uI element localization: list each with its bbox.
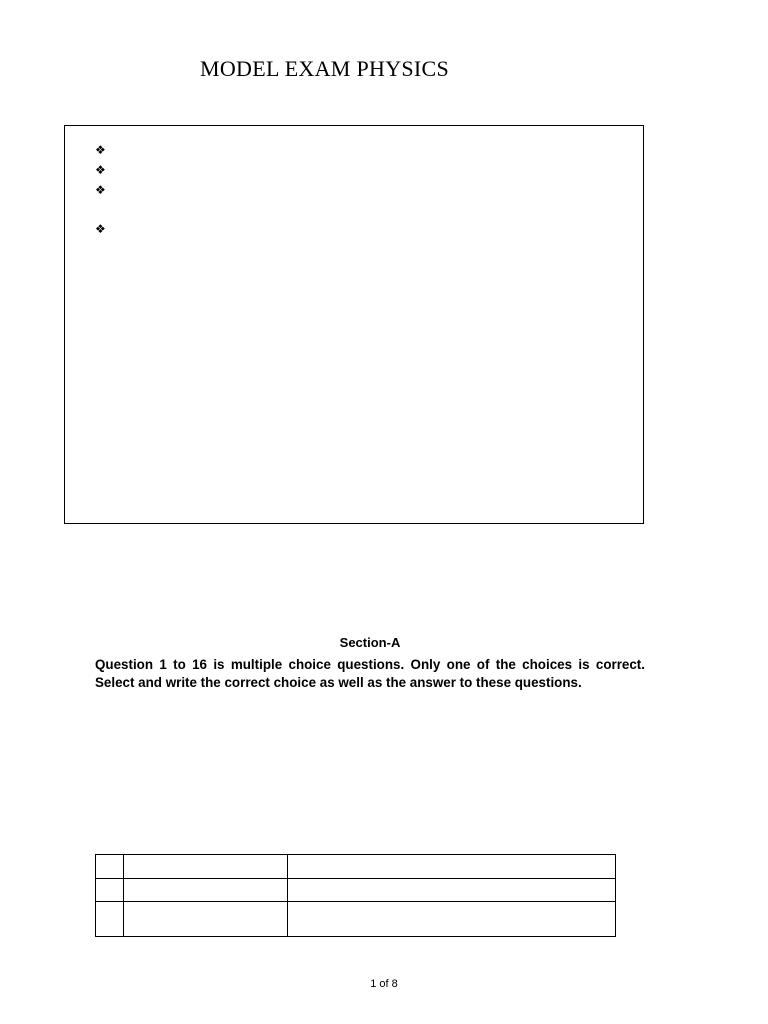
diamond-bullet-icon: ❖ (95, 163, 106, 177)
diamond-bullet-icon: ❖ (95, 143, 106, 157)
table-cell (288, 902, 616, 937)
empty-table (95, 854, 616, 937)
section-instructions: Question 1 to 16 is multiple choice questions. Only one of the choices is correct. Select and write the correct choice as well as the answer to these questions. (95, 657, 645, 690)
table-cell (96, 855, 124, 879)
table-cell (124, 902, 288, 937)
table-row (96, 855, 616, 879)
diamond-bullet-icon: ❖ (95, 222, 106, 236)
section-heading: Section-A (339, 635, 401, 650)
table-cell (288, 879, 616, 902)
table-cell (96, 879, 124, 902)
instructions-box (64, 125, 644, 524)
table-cell (288, 855, 616, 879)
page-number: 1 of 8 (370, 978, 398, 990)
page-title: MODEL EXAM PHYSICS (200, 56, 450, 81)
table-cell (124, 879, 288, 902)
table-row (96, 879, 616, 902)
diamond-bullet-icon: ❖ (95, 183, 106, 197)
table-cell (124, 855, 288, 879)
table-row (96, 902, 616, 937)
table-cell (96, 902, 124, 937)
